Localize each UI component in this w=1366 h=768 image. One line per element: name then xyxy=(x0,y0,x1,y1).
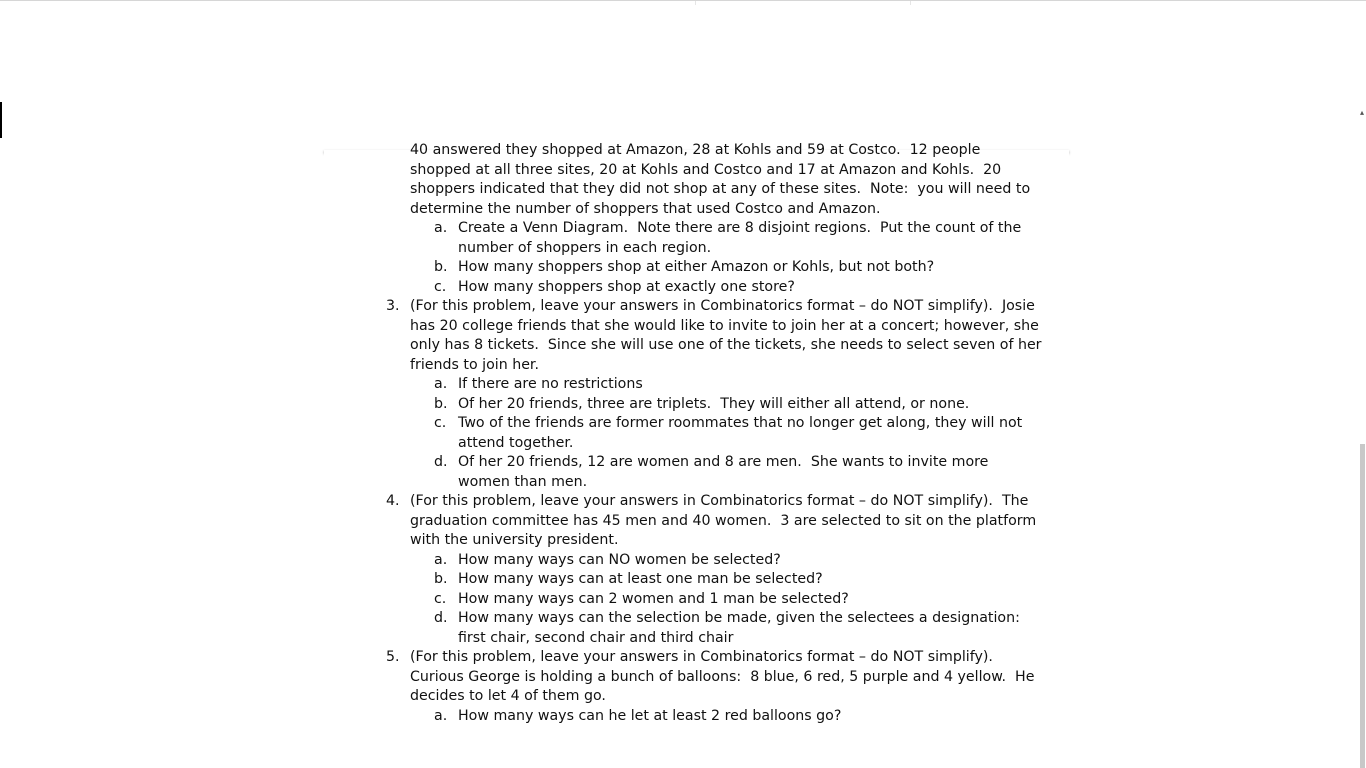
problem3-part-d: d. Of her 20 friends, 12 are women and 8 are men. She wants to invite more xyxy=(434,454,989,470)
problem3-line: has 20 college friends that she would like to invite to join her at a concert; however, she xyxy=(410,317,1039,334)
problem4-line: with the university president. xyxy=(410,532,619,548)
problem2-part-a: a. Create a Venn Diagram. Note there are 8 disjoint regions. Put the count of the xyxy=(434,220,1022,236)
top-tab[interactable] xyxy=(695,1,911,5)
problem2-line: shoppers indicated that they did not shop at any of these sites. Note: you will need to xyxy=(410,181,1031,197)
problem2-line: shopped at all three sites, 20 at Kohls and Costco and 17 at Amazon and Kohls. 20 xyxy=(410,161,1002,178)
problem5-line: 5. (For this problem, leave your answers in Combinatorics format – do NOT simplify). xyxy=(324,648,1069,668)
problem3-part-c-cont: attend together. xyxy=(458,434,574,451)
problem3-part-b: b. Of her 20 friends, three are triplets. They will either all attend, or none. xyxy=(434,395,970,412)
problem4-part-b: b. How many ways can at least one man be selected? xyxy=(434,571,823,587)
problem2-part-c: c. How many shoppers shop at exactly one store? xyxy=(434,278,795,295)
problem4-part-a: a. How many ways can NO women be selected? xyxy=(434,551,781,568)
problem5-part-a: a. How many ways can he let at least 2 red balloons go? xyxy=(434,707,842,724)
problem5-line: decides to let 4 of them go. xyxy=(410,688,606,704)
problem3-part-d-cont: women than men. xyxy=(458,473,588,490)
problem5-line: Curious George is holding a bunch of balloons: 8 blue, 6 red, 5 purple and 4 yellow. He xyxy=(410,668,1035,685)
page-content xyxy=(324,141,1069,726)
problem4-number: 4. xyxy=(386,493,400,509)
problem4-line: graduation committee has 45 men and 40 women. 3 are selected to sit on the platform xyxy=(410,512,1037,529)
problem4-line: 4. (For this problem, leave your answers in Combinatorics format – do NOT simplify). The xyxy=(324,492,1069,512)
scrollbar-thumb[interactable] xyxy=(1360,444,1365,768)
problem3-line: only has 8 tickets. Since she will use one of the tickets, she needs to select seven of her xyxy=(410,337,1042,353)
problem3-number: 3. xyxy=(386,298,400,314)
problem4-part-c: c. How many ways can 2 women and 1 man be selected? xyxy=(434,590,849,607)
text-cursor xyxy=(0,102,2,138)
problem3-part-c: c. Two of the friends are former roommates that no longer get along, they will not xyxy=(434,415,1023,431)
problem2-part-b: b. How many shoppers shop at either Amazon or Kohls, but not both? xyxy=(434,259,935,275)
problem2-line: determine the number of shoppers that used Costco and Amazon. xyxy=(410,200,881,217)
problem4-part-d: d. How many ways can the selection be made, given the selectees a designation: xyxy=(434,610,1020,626)
problem3-line: 3. (For this problem, leave your answers in Combinatorics format – do NOT simplify). Josie xyxy=(324,297,1069,317)
problem3-part-a: a. If there are no restrictions xyxy=(434,376,643,392)
document-page xyxy=(324,142,1069,768)
problem3-line: friends to join her. xyxy=(410,356,539,373)
problem2-line: 40 answered they shopped at Amazon, 28 at Kohls and 59 at Costco. 12 people xyxy=(410,142,981,158)
problem2-part-a-cont: number of shoppers in each region. xyxy=(458,239,712,256)
viewer-top-bar xyxy=(0,0,1366,34)
problem4-part-d-cont: first chair, second chair and third chair xyxy=(458,629,734,646)
scroll-up-arrow-icon[interactable]: ▴ xyxy=(1359,108,1364,117)
problem5-number: 5. xyxy=(386,649,400,665)
